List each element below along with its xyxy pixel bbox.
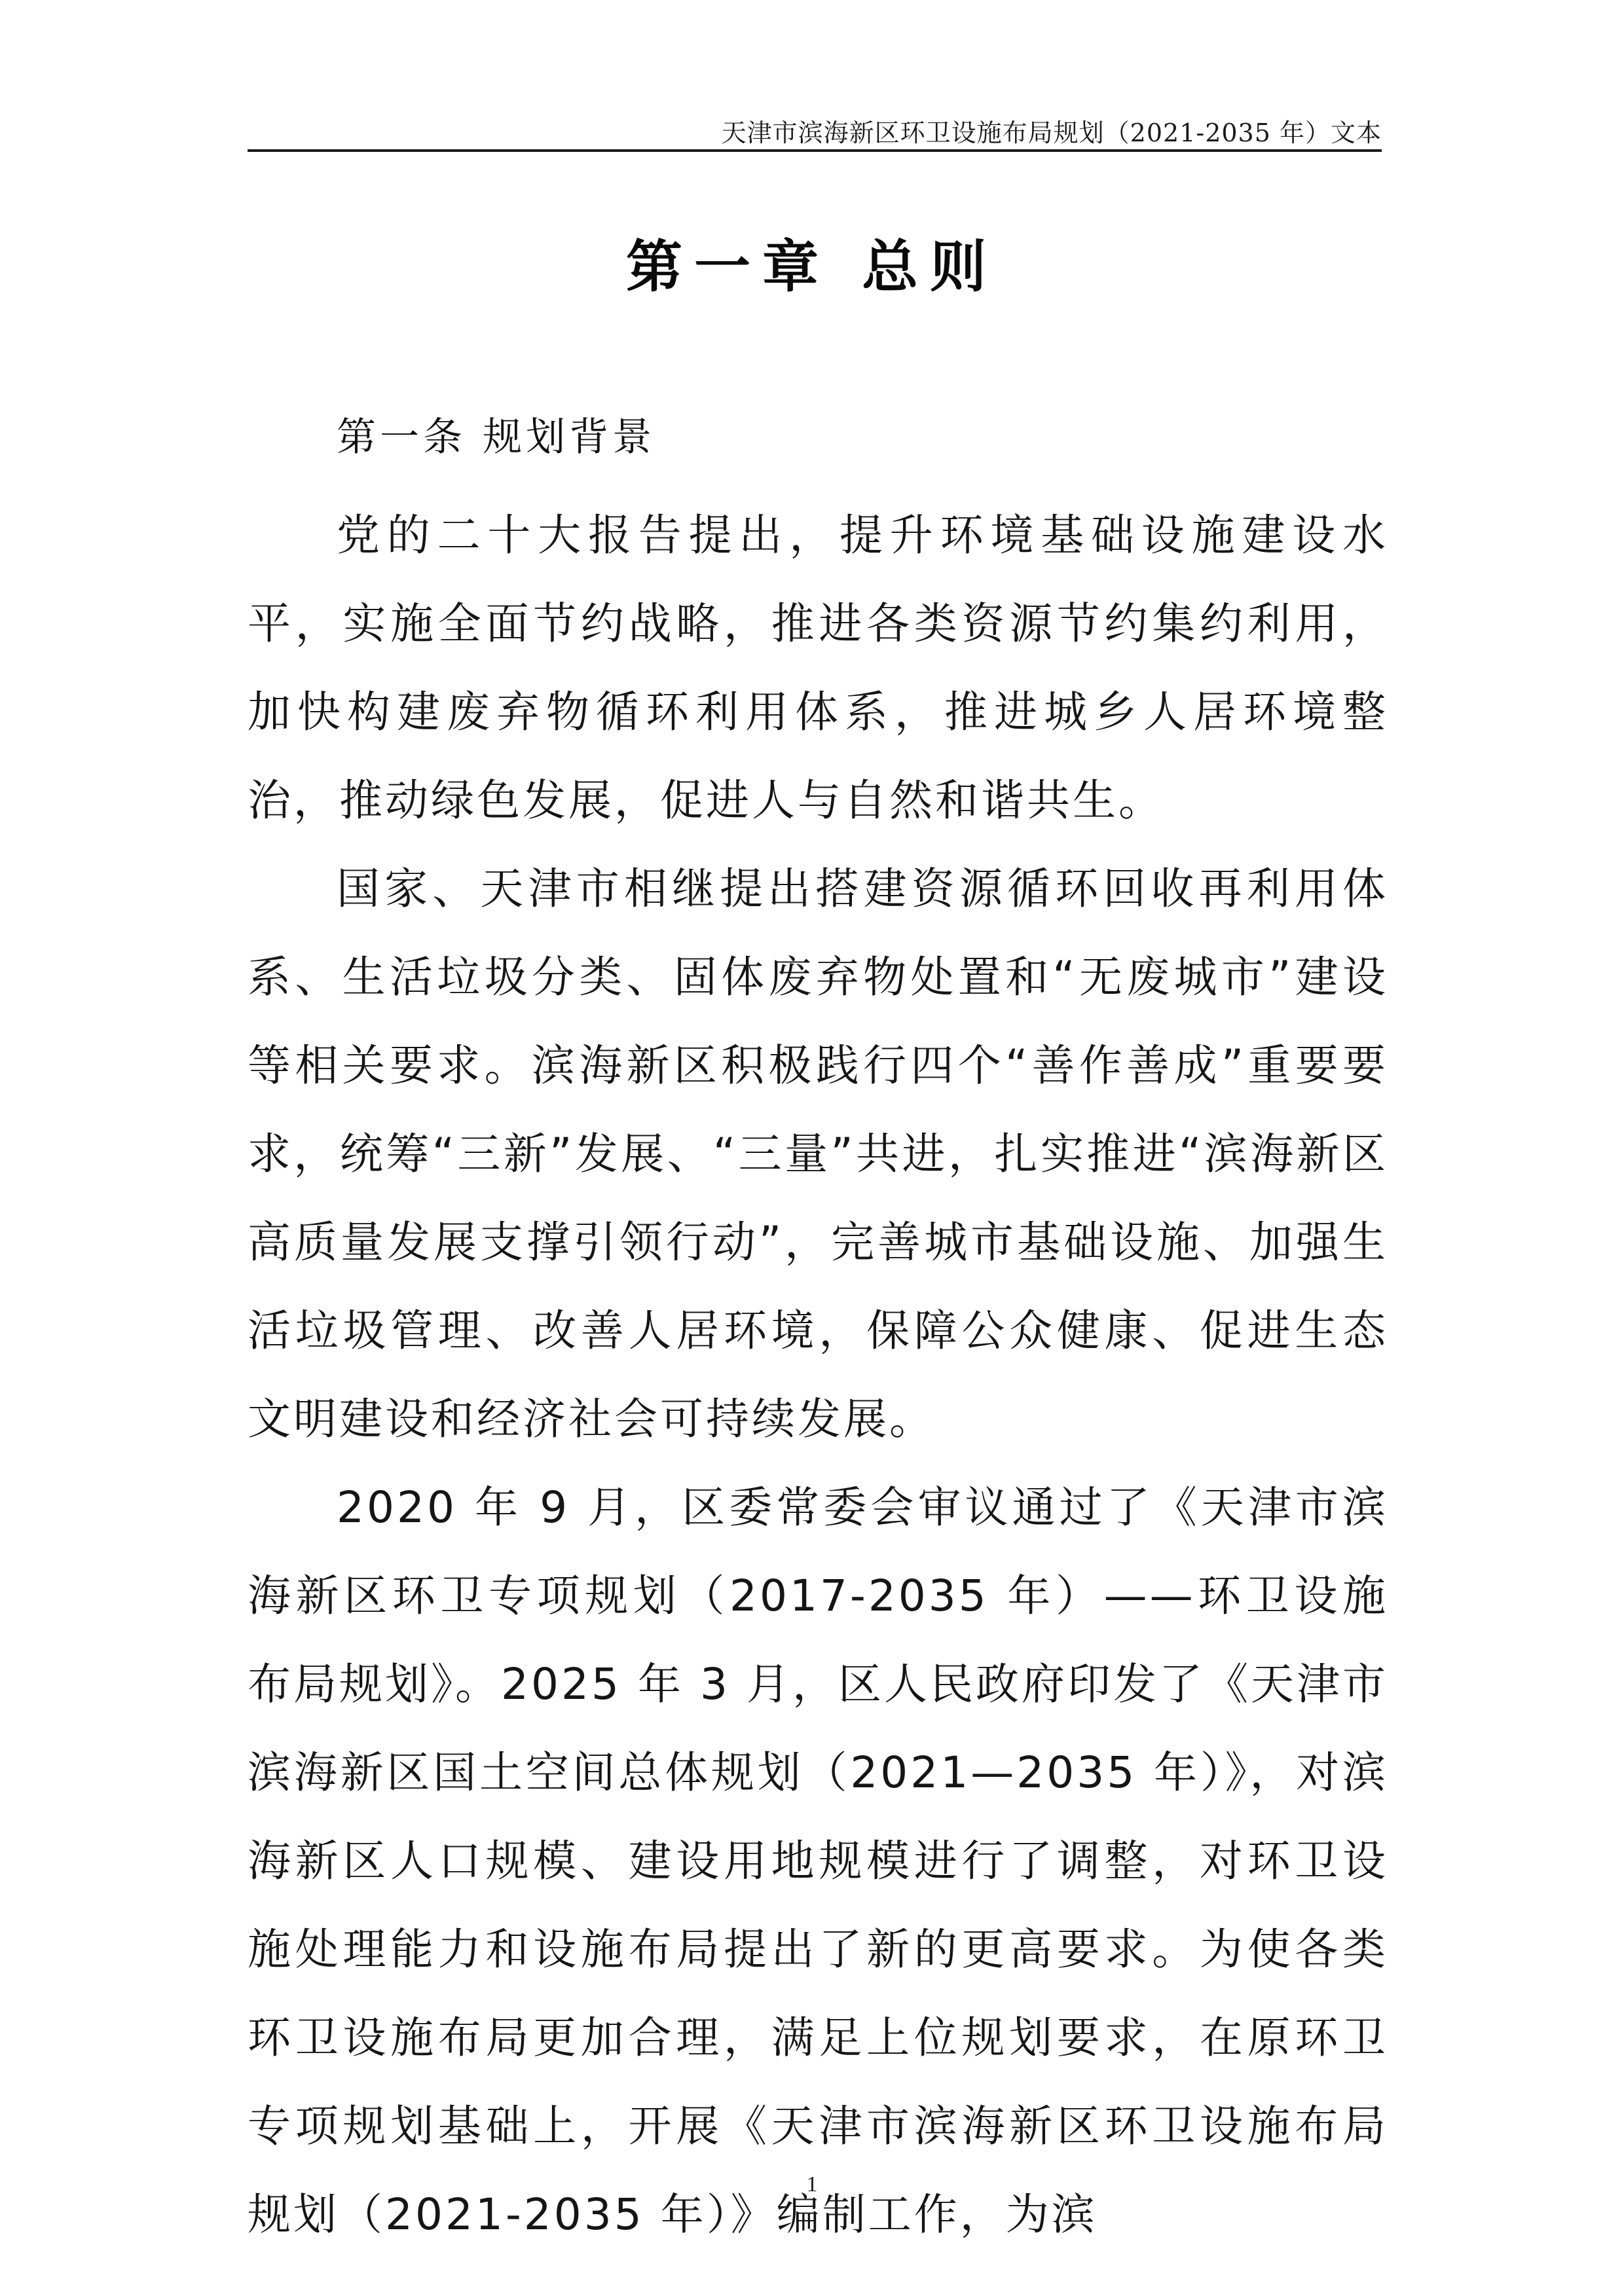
chapter-title: 第一章 总则 <box>626 234 998 300</box>
paragraph: 国家、天津市相继提出搭建资源循环回收再利用体系、生活垃圾分类、固体废弃物处置和“无废城市”建设等相关要求。滨海新区积极践行四个“善作善成”重要要求，统筹“三新”发展、“三量”共进，扎实推进“滨海新区高质量发展支撑引领行动”，完善城市基础设施、加强生活垃圾管理、改善人居环境，保障公众健康、促进生态文明建设和经济社会可持续发展。 <box>248 864 1388 1444</box>
running-header <box>248 110 1382 152</box>
article-heading: 第一条 规划背景 <box>337 414 656 460</box>
header-title: 天津市滨海新区环卫设施布局规划（2021-2035 年）文本 <box>721 118 1382 147</box>
page-number: 1 <box>806 2172 818 2196</box>
body-text <box>248 491 1388 2259</box>
paragraph: 党的二十大报告提出，提升环境基础设施建设水平，实施全面节约战略，推进各类资源节约集约利用，加快构建废弃物循环利用体系，推进城乡人居环境整治，推动绿色发展，促进人与自然和谐共生。 <box>248 510 1388 826</box>
paragraph: 2020 年 9 月，区委常委会审议通过了《天津市滨海新区环卫专项规划（2017-2035 年）——环卫设施布局规划》。2025 年 3 月，区人民政府印发了《天津市滨海新区国土空间总体规划（2021—2035 年）》，对滨海新区人口规模、建设用地规模进行了调整，对环卫设施处理能力和设施布局提出了新的更高要求。为使各类环卫设施布局更加合理，满足上位规划要求，在原环卫专项规划基础上，开展《天津市滨海新区环卫设施布局规划（2021-2035 年）》编制工作，为滨 <box>248 1482 1388 2240</box>
